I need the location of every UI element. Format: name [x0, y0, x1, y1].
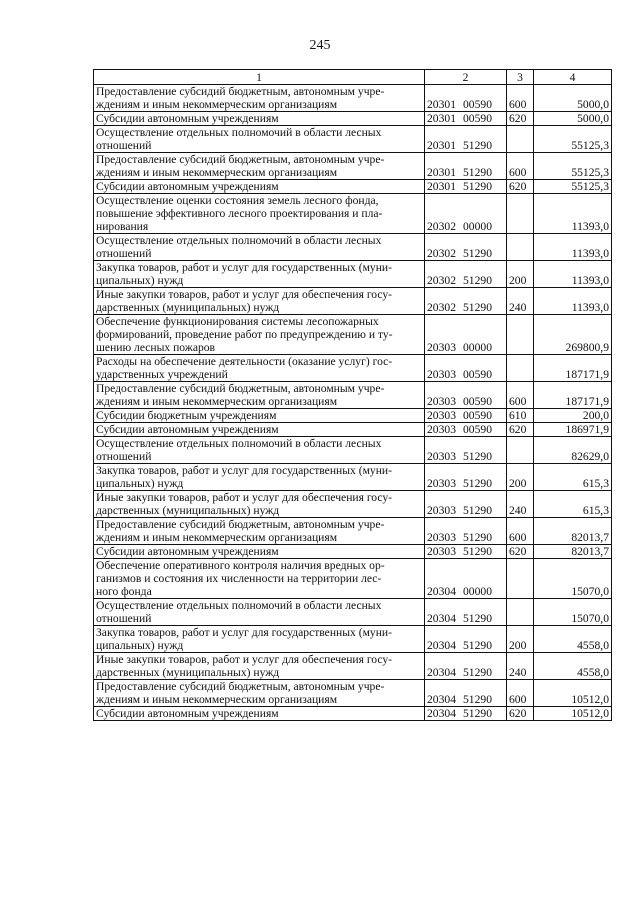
row-description: Иные закупки товаров, работ и услуг для обеспечения госу- дарственных (муниципальных) нужд	[94, 288, 425, 315]
row-expense-type: 600	[507, 518, 534, 545]
row-code-program: 20303	[427, 545, 456, 558]
row-description: Субсидии бюджетным учреждениям	[94, 409, 425, 423]
column-header-sum: 4	[534, 70, 612, 85]
row-code-direction: 51290	[463, 666, 492, 679]
row-code	[425, 180, 507, 194]
row-code-direction: 51290	[463, 531, 492, 544]
row-description: Субсидии автономным учреждениям	[94, 423, 425, 437]
row-amount: 15070,0	[534, 599, 612, 626]
table-row	[94, 707, 612, 721]
row-code	[425, 153, 507, 180]
row-code-program: 20303	[427, 504, 456, 517]
row-code	[425, 518, 507, 545]
row-code-direction: 51290	[463, 139, 492, 152]
row-code	[425, 112, 507, 126]
table-row	[94, 288, 612, 315]
row-code-program: 20304	[427, 693, 456, 706]
table-row	[94, 423, 612, 437]
row-expense-type: 620	[507, 545, 534, 559]
row-code-direction: 51290	[463, 504, 492, 517]
row-code	[425, 288, 507, 315]
row-expense-type	[507, 437, 534, 464]
row-amount: 10512,0	[534, 680, 612, 707]
row-code	[425, 707, 507, 721]
row-expense-type	[507, 194, 534, 234]
row-description: Закупка товаров, работ и услуг для государственных (муни- ципальных) нужд	[94, 261, 425, 288]
row-amount: 4558,0	[534, 653, 612, 680]
row-code-program: 20303	[427, 450, 456, 463]
row-expense-type: 200	[507, 261, 534, 288]
table-row	[94, 153, 612, 180]
row-amount: 11393,0	[534, 194, 612, 234]
row-amount: 5000,0	[534, 112, 612, 126]
row-code	[425, 437, 507, 464]
row-amount: 11393,0	[534, 261, 612, 288]
row-description: Предоставление субсидий бюджетным, автономным учре- ждениям и иным некоммерческим организациям	[94, 85, 425, 112]
row-amount: 11393,0	[534, 234, 612, 261]
row-code	[425, 545, 507, 559]
row-code-direction: 00590	[463, 368, 492, 381]
row-amount: 55125,3	[534, 126, 612, 153]
table-row	[94, 559, 612, 599]
row-code-direction: 51290	[463, 450, 492, 463]
row-amount: 615,3	[534, 464, 612, 491]
table-row	[94, 680, 612, 707]
row-code-direction: 51290	[463, 274, 492, 287]
row-code	[425, 234, 507, 261]
row-expense-type: 240	[507, 653, 534, 680]
row-code	[425, 680, 507, 707]
row-code	[425, 653, 507, 680]
row-expense-type: 240	[507, 288, 534, 315]
row-description: Предоставление субсидий бюджетным, автономным учре- ждениям и иным некоммерческим организациям	[94, 382, 425, 409]
row-amount: 187171,9	[534, 355, 612, 382]
row-code-direction: 51290	[463, 301, 492, 314]
row-expense-type: 620	[507, 180, 534, 194]
row-amount: 15070,0	[534, 559, 612, 599]
table-row	[94, 437, 612, 464]
row-amount: 269800,9	[534, 315, 612, 355]
table-row	[94, 112, 612, 126]
row-code-direction: 00000	[463, 220, 492, 233]
row-expense-type	[507, 599, 534, 626]
row-code-direction: 51290	[463, 707, 492, 720]
table-body	[94, 85, 612, 721]
column-header-code: 2	[425, 70, 507, 85]
row-description: Расходы на обеспечение деятельности (оказание услуг) гос- ударственных учреждений	[94, 355, 425, 382]
row-code-program: 20302	[427, 274, 456, 287]
row-description: Обеспечение функционирования системы лесопожарных формирований, проведение работ по предупреждению и ту- шению лесных пожаров	[94, 315, 425, 355]
row-code	[425, 491, 507, 518]
row-code-direction: 00590	[463, 112, 492, 125]
row-code-program: 20301	[427, 112, 456, 125]
row-description: Осуществление отдельных полномочий в области лесных отношений	[94, 599, 425, 626]
row-code-direction: 00590	[463, 409, 492, 422]
row-amount: 82629,0	[534, 437, 612, 464]
row-description: Осуществление оценки состояния земель лесного фонда, повышение эффективного лесного проектирования и пла- нирования	[94, 194, 425, 234]
row-expense-type: 600	[507, 382, 534, 409]
row-code-direction: 00590	[463, 395, 492, 408]
row-amount: 5000,0	[534, 85, 612, 112]
table-row	[94, 261, 612, 288]
row-code-program: 20304	[427, 707, 456, 720]
row-code-direction: 00590	[463, 423, 492, 436]
row-amount: 82013,7	[534, 545, 612, 559]
row-amount: 55125,3	[534, 153, 612, 180]
row-amount: 4558,0	[534, 626, 612, 653]
row-code-program: 20303	[427, 395, 456, 408]
column-header-type: 3	[507, 70, 534, 85]
row-code	[425, 261, 507, 288]
row-code-program: 20304	[427, 666, 456, 679]
row-amount: 187171,9	[534, 382, 612, 409]
row-code-program: 20302	[427, 220, 456, 233]
row-expense-type: 240	[507, 491, 534, 518]
row-code-direction: 00000	[463, 341, 492, 354]
row-description: Иные закупки товаров, работ и услуг для обеспечения госу- дарственных (муниципальных) нужд	[94, 491, 425, 518]
table-row	[94, 355, 612, 382]
row-code-program: 20301	[427, 139, 456, 152]
row-amount: 82013,7	[534, 518, 612, 545]
row-code-program: 20301	[427, 180, 456, 193]
row-description: Иные закупки товаров, работ и услуг для обеспечения госу- дарственных (муниципальных) нужд	[94, 653, 425, 680]
row-expense-type: 200	[507, 464, 534, 491]
row-description: Субсидии автономным учреждениям	[94, 545, 425, 559]
row-code-program: 20301	[427, 166, 456, 179]
row-code	[425, 85, 507, 112]
row-code	[425, 315, 507, 355]
row-code	[425, 559, 507, 599]
row-code-direction: 00590	[463, 98, 492, 111]
row-amount: 10512,0	[534, 707, 612, 721]
row-code	[425, 464, 507, 491]
row-expense-type: 600	[507, 153, 534, 180]
column-header-name: 1	[94, 70, 425, 85]
row-expense-type: 600	[507, 680, 534, 707]
row-description: Закупка товаров, работ и услуг для государственных (муни- ципальных) нужд	[94, 464, 425, 491]
table-row	[94, 491, 612, 518]
table-row	[94, 194, 612, 234]
row-amount: 200,0	[534, 409, 612, 423]
row-expense-type: 200	[507, 626, 534, 653]
row-expense-type	[507, 315, 534, 355]
row-code-program: 20303	[427, 423, 456, 436]
row-code-direction: 51290	[463, 545, 492, 558]
row-code-program: 20303	[427, 368, 456, 381]
table-row	[94, 464, 612, 491]
row-code-direction: 51290	[463, 693, 492, 706]
row-code-program: 20302	[427, 301, 456, 314]
row-description: Субсидии автономным учреждениям	[94, 112, 425, 126]
row-code	[425, 599, 507, 626]
table-row	[94, 599, 612, 626]
table-row	[94, 234, 612, 261]
row-description: Осуществление отдельных полномочий в области лесных отношений	[94, 234, 425, 261]
row-code-program: 20304	[427, 612, 456, 625]
row-expense-type	[507, 559, 534, 599]
row-code	[425, 355, 507, 382]
row-code-direction: 51290	[463, 180, 492, 193]
row-code-program: 20303	[427, 341, 456, 354]
row-description: Предоставление субсидий бюджетным, автономным учре- ждениям и иным некоммерческим организациям	[94, 153, 425, 180]
table-row	[94, 653, 612, 680]
table-row	[94, 382, 612, 409]
row-description: Предоставление субсидий бюджетным, автономным учре- ждениям и иным некоммерческим организациям	[94, 680, 425, 707]
budget-table	[93, 69, 612, 721]
row-code-direction: 51290	[463, 639, 492, 652]
row-code-program: 20303	[427, 531, 456, 544]
row-code	[425, 626, 507, 653]
row-code-program: 20304	[427, 585, 456, 598]
table-row	[94, 518, 612, 545]
row-expense-type	[507, 126, 534, 153]
table-row	[94, 85, 612, 112]
row-description: Закупка товаров, работ и услуг для государственных (муни- ципальных) нужд	[94, 626, 425, 653]
row-description: Осуществление отдельных полномочий в области лесных отношений	[94, 126, 425, 153]
row-code-program: 20303	[427, 409, 456, 422]
table-row	[94, 315, 612, 355]
row-code	[425, 382, 507, 409]
row-expense-type: 610	[507, 409, 534, 423]
row-expense-type: 620	[507, 423, 534, 437]
row-description: Осуществление отдельных полномочий в области лесных отношений	[94, 437, 425, 464]
row-code	[425, 194, 507, 234]
table-row	[94, 409, 612, 423]
row-code-direction: 51290	[463, 247, 492, 260]
row-code-direction: 51290	[463, 166, 492, 179]
row-code	[425, 423, 507, 437]
row-code-direction: 51290	[463, 477, 492, 490]
row-description: Субсидии автономным учреждениям	[94, 180, 425, 194]
row-amount: 186971,9	[534, 423, 612, 437]
row-expense-type: 620	[507, 112, 534, 126]
row-code	[425, 126, 507, 153]
row-expense-type	[507, 355, 534, 382]
row-amount: 11393,0	[534, 288, 612, 315]
row-code-program: 20302	[427, 247, 456, 260]
row-code-direction: 00000	[463, 585, 492, 598]
row-amount: 55125,3	[534, 180, 612, 194]
table-row	[94, 126, 612, 153]
row-code-program: 20303	[427, 477, 456, 490]
table-header-row	[94, 70, 612, 85]
row-amount: 615,3	[534, 491, 612, 518]
table-row	[94, 545, 612, 559]
row-expense-type	[507, 234, 534, 261]
row-code	[425, 409, 507, 423]
row-description: Предоставление субсидий бюджетным, автономным учре- ждениям и иным некоммерческим организациям	[94, 518, 425, 545]
row-code-program: 20304	[427, 639, 456, 652]
row-expense-type: 620	[507, 707, 534, 721]
page-number: 245	[309, 38, 331, 53]
row-description: Обеспечение оперативного контроля наличия вредных ор- ганизмов и состояния их численности на территории лес- ного фонда	[94, 559, 425, 599]
table-row	[94, 626, 612, 653]
row-description: Субсидии автономным учреждениям	[94, 707, 425, 721]
row-code-direction: 51290	[463, 612, 492, 625]
row-code-program: 20301	[427, 98, 456, 111]
row-expense-type: 600	[507, 85, 534, 112]
table-row	[94, 180, 612, 194]
